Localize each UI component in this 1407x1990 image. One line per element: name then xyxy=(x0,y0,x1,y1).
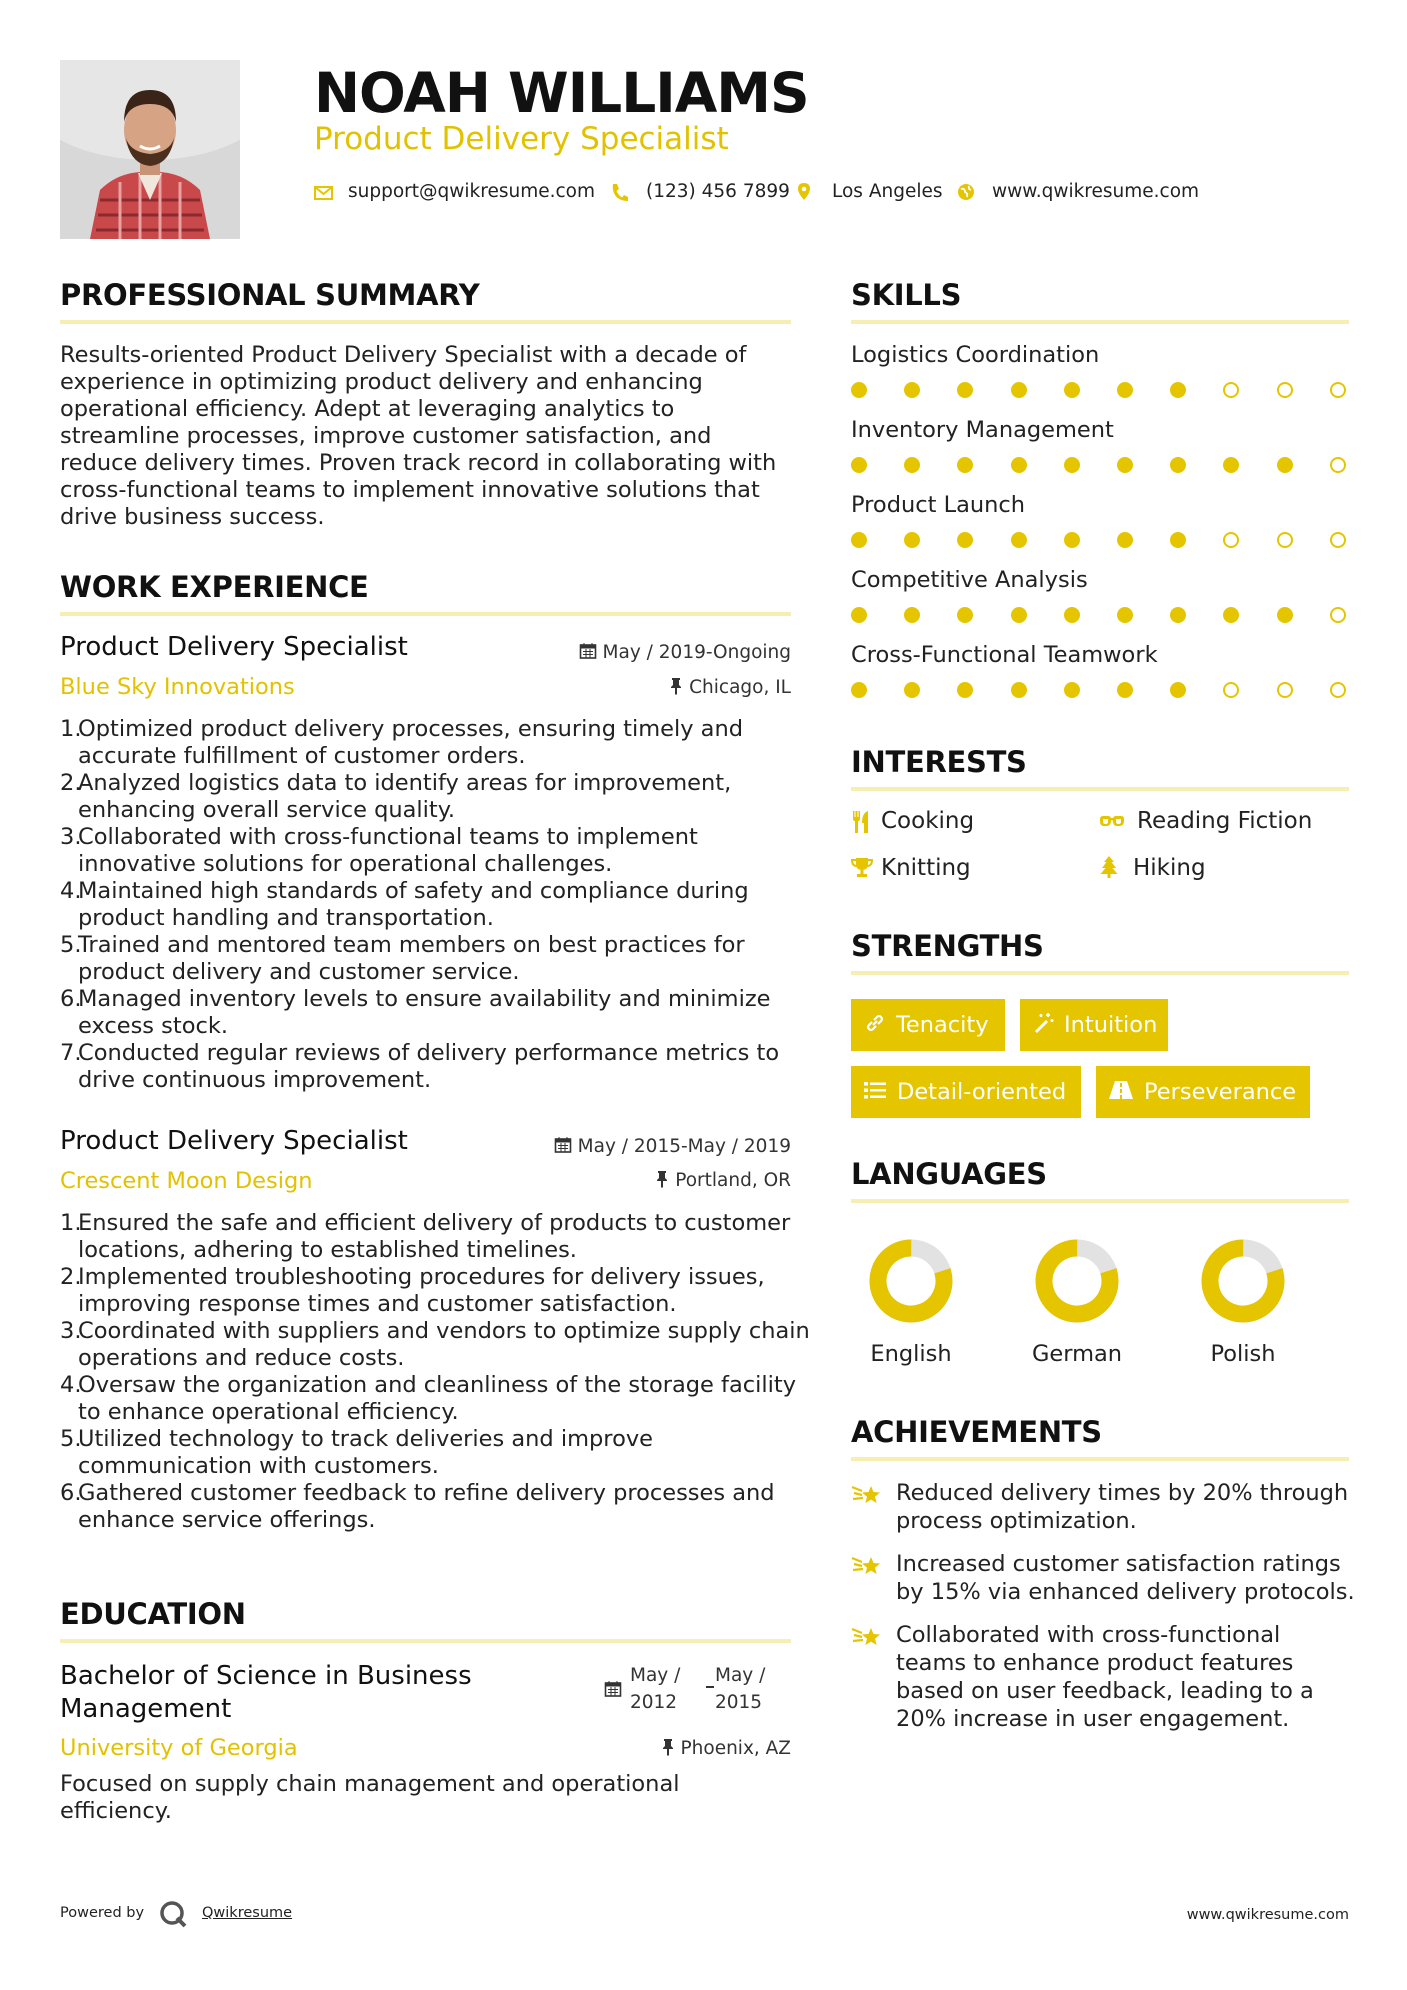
qwikresume-link[interactable]: Qwikresume xyxy=(202,1905,293,1921)
rating-dot-filled xyxy=(904,607,920,623)
language-name: Polish xyxy=(1210,1341,1276,1367)
language-ring xyxy=(867,1237,955,1325)
achievements-divider xyxy=(851,1457,1349,1461)
skill-name: Logistics Coordination xyxy=(851,342,1100,368)
list-item: Gathered customer feedback to refine delivery processes and enhance service offerings. xyxy=(78,1480,775,1533)
list-item: Coordinated with suppliers and vendors to optimize supply chain operations and reduce costs. xyxy=(78,1318,810,1371)
interest-item: Knitting xyxy=(881,855,971,881)
achievement-item: Collaborated with cross-functional teams to enhance product features based on user feedback, leading to a 20% increase in user engagement. xyxy=(896,1622,1314,1732)
achievements-heading: ACHIEVEMENTS xyxy=(851,1415,1102,1449)
experience-divider xyxy=(60,612,791,616)
job-dates-text: May / 2019-Ongoing xyxy=(602,642,791,663)
rating-dot-filled xyxy=(1064,382,1080,398)
education-location-text: Phoenix, AZ xyxy=(680,1738,791,1759)
rating-dot-filled xyxy=(851,532,867,548)
skills-heading: SKILLS xyxy=(851,278,962,312)
language-ring xyxy=(1199,1237,1287,1325)
skill-rating xyxy=(851,607,1349,623)
calendar-icon xyxy=(604,1680,622,1702)
candidate-name: NOAH WILLIAMS xyxy=(314,61,809,125)
skills-divider xyxy=(851,320,1349,324)
job-location-text: Chicago, IL xyxy=(689,677,791,698)
rating-dot-filled xyxy=(851,607,867,623)
job-title: Product Delivery Specialist xyxy=(60,632,408,662)
education-start-month: May / xyxy=(630,1665,681,1686)
strengths-heading: STRENGTHS xyxy=(851,929,1044,963)
powered-by-label: Powered by xyxy=(60,1905,145,1921)
job-dates xyxy=(579,642,791,663)
rating-dot-filled xyxy=(1117,682,1133,698)
language-ring xyxy=(1033,1237,1121,1325)
rating-dot-filled xyxy=(1064,607,1080,623)
strength-label: Intuition xyxy=(1064,1012,1158,1038)
skill-rating xyxy=(851,382,1349,398)
skill-name: Product Launch xyxy=(851,492,1026,518)
skill-name: Inventory Management xyxy=(851,417,1114,443)
rating-dot-filled xyxy=(1170,382,1186,398)
profile-photo xyxy=(60,60,240,239)
rating-dot-filled xyxy=(1011,682,1027,698)
rating-dot-empty xyxy=(1277,682,1293,698)
rating-dot-filled xyxy=(1223,457,1239,473)
rating-dot-filled xyxy=(1011,457,1027,473)
rating-dot-filled xyxy=(904,457,920,473)
rating-dot-empty xyxy=(1330,457,1346,473)
rating-dot-filled xyxy=(957,682,973,698)
skill-rating xyxy=(851,682,1349,698)
location-pin-icon xyxy=(796,180,818,204)
rating-dot-filled xyxy=(1223,607,1239,623)
shooting-star-icon xyxy=(851,1553,883,1585)
rating-dot-empty xyxy=(1223,532,1239,548)
strengths-divider xyxy=(851,971,1349,975)
contact-location: Los Angeles xyxy=(832,181,943,202)
list-item: Utilized technology to track deliveries and improve communication with customers. xyxy=(78,1426,653,1479)
rating-dot-filled xyxy=(1170,457,1186,473)
rating-dot-empty xyxy=(1223,382,1239,398)
achievement-item: Reduced delivery times by 20% through process optimization. xyxy=(896,1480,1349,1534)
rating-dot-filled xyxy=(1170,682,1186,698)
calendar-icon xyxy=(554,1136,572,1154)
qwikresume-logo-icon xyxy=(158,1899,188,1933)
language-name: German xyxy=(1031,1341,1123,1367)
list-item: Managed inventory levels to ensure availability and minimize excess stock. xyxy=(78,986,771,1039)
interest-item: Hiking xyxy=(1133,855,1206,881)
list-item: Implemented troubleshooting procedures for delivery issues, improving response times and customer satisfaction. xyxy=(78,1264,765,1317)
skill-rating xyxy=(851,532,1349,548)
list-item: Ensured the safe and efficient delivery of products to customer locations, adhering to established timelines. xyxy=(78,1210,791,1263)
magic-wand-icon xyxy=(1032,1012,1054,1034)
rating-dot-empty xyxy=(1330,682,1346,698)
list-item: Analyzed logistics data to identify areas for improvement, enhancing overall service quality. xyxy=(78,770,732,823)
footer-website[interactable]: www.qwikresume.com xyxy=(1186,1907,1349,1923)
skill-name: Cross-Functional Teamwork xyxy=(851,642,1158,668)
rating-dot-filled xyxy=(1117,382,1133,398)
rating-dot-filled xyxy=(851,382,867,398)
rating-dot-filled xyxy=(1117,457,1133,473)
job-bullets xyxy=(60,716,798,1094)
strength-label: Perseverance xyxy=(1144,1079,1297,1105)
job-bullets xyxy=(60,1210,813,1534)
experience-heading: WORK EXPERIENCE xyxy=(60,570,369,604)
rating-dot-empty xyxy=(1223,682,1239,698)
job-dates-text: May / 2015-May / 2019 xyxy=(577,1136,791,1157)
list-item: Oversaw the organization and cleanliness of the storage facility to enhance operational efficiency. xyxy=(78,1372,797,1425)
rating-dot-filled xyxy=(1277,457,1293,473)
summary-divider xyxy=(60,320,791,324)
education-end xyxy=(715,1662,765,1716)
rating-dot-filled xyxy=(957,457,973,473)
job-location xyxy=(655,1170,791,1191)
pushpin-icon xyxy=(669,677,683,695)
rating-dot-empty xyxy=(1330,607,1346,623)
degree-line-2: Management xyxy=(60,1694,232,1724)
candidate-title: Product Delivery Specialist xyxy=(314,121,729,157)
contact-phone[interactable]: (123) 456 7899 xyxy=(646,181,790,202)
job-location-text: Portland, OR xyxy=(675,1170,791,1191)
rating-dot-filled xyxy=(904,682,920,698)
education-description: Focused on supply chain management and operational efficiency. xyxy=(60,1771,680,1824)
languages-heading: LANGUAGES xyxy=(851,1157,1047,1191)
rating-dot-empty xyxy=(1277,532,1293,548)
rating-dot-filled xyxy=(1170,607,1186,623)
education-divider xyxy=(60,1639,791,1643)
list-item: Conducted regular reviews of delivery performance metrics to drive continuous improvement. xyxy=(78,1040,780,1093)
rating-dot-filled xyxy=(1011,532,1027,548)
list-icon xyxy=(863,1080,887,1100)
avatar xyxy=(60,60,240,239)
list-item: Optimized product delivery processes, ensuring timely and accurate fulfillment of customer orders. xyxy=(78,716,744,769)
rating-dot-filled xyxy=(851,682,867,698)
strength-badge xyxy=(1096,1066,1310,1118)
calendar-icon xyxy=(579,642,597,660)
rating-dot-filled xyxy=(1277,607,1293,623)
languages-divider xyxy=(851,1199,1349,1203)
rating-dot-filled xyxy=(1170,532,1186,548)
rating-dot-filled xyxy=(851,457,867,473)
contact-email[interactable]: support@qwikresume.com xyxy=(348,181,595,202)
tree-icon xyxy=(1099,855,1119,883)
rating-dot-filled xyxy=(1117,532,1133,548)
interests-heading: INTERESTS xyxy=(851,745,1027,779)
strength-badge xyxy=(1020,999,1168,1051)
rating-dot-empty xyxy=(1330,532,1346,548)
education-heading: EDUCATION xyxy=(60,1597,246,1631)
list-item: Trained and mentored team members on best practices for product delivery and customer service. xyxy=(78,932,745,985)
summary-heading: PROFESSIONAL SUMMARY xyxy=(60,278,480,312)
rating-dot-filled xyxy=(1011,607,1027,623)
education-start-year: 2012 xyxy=(630,1692,678,1713)
shooting-star-icon xyxy=(851,1482,883,1514)
education-end-month: May / xyxy=(715,1665,766,1686)
interest-item: Cooking xyxy=(881,808,975,834)
interest-item: Reading Fiction xyxy=(1137,808,1313,834)
rating-dot-filled xyxy=(904,532,920,548)
summary-text: Results-oriented Product Delivery Specialist with a decade of experience in optimizing product delivery and enhancing operational efficiency. Adept at leveraging analytics to streamline processes, improve customer satisfaction, and reduce delivery times. Proven track record in collaborating with cross-functional teams to implement innovative solutions that drive business success. xyxy=(60,342,777,530)
degree-line-1: Bachelor of Science in Business xyxy=(60,1661,472,1691)
cutlery-icon xyxy=(851,810,871,838)
contact-website[interactable]: www.qwikresume.com xyxy=(992,181,1200,202)
job-company: Crescent Moon Design xyxy=(60,1168,313,1194)
rating-dot-filled xyxy=(1064,682,1080,698)
strength-label: Tenacity xyxy=(896,1012,989,1038)
strength-badge xyxy=(851,1066,1081,1118)
education-start xyxy=(630,1662,680,1716)
glasses-icon xyxy=(1099,813,1125,835)
phone-icon xyxy=(610,180,632,204)
pushpin-icon xyxy=(661,1738,675,1756)
education-location xyxy=(661,1738,792,1759)
date-range-dash xyxy=(706,1686,714,1688)
rating-dot-filled xyxy=(1117,607,1133,623)
list-item: Collaborated with cross-functional teams to implement innovative solutions for operational challenges. xyxy=(78,824,698,877)
link-icon xyxy=(864,1012,886,1034)
rating-dot-empty xyxy=(1277,382,1293,398)
rating-dot-filled xyxy=(957,532,973,548)
email-icon xyxy=(314,180,336,204)
road-icon xyxy=(1108,1080,1134,1100)
achievement-item: Increased customer satisfaction ratings by 15% via enhanced delivery protocols. xyxy=(896,1551,1355,1605)
rating-dot-filled xyxy=(957,607,973,623)
interests-divider xyxy=(851,787,1349,791)
degree-title xyxy=(60,1660,472,1726)
education-end-year: 2015 xyxy=(715,1692,763,1713)
language-name: English xyxy=(870,1341,952,1367)
rating-dot-filled xyxy=(1064,532,1080,548)
pushpin-icon xyxy=(655,1170,669,1188)
skill-rating xyxy=(851,457,1349,473)
rating-dot-empty xyxy=(1330,382,1346,398)
shooting-star-icon xyxy=(851,1624,883,1656)
strength-label: Detail-oriented xyxy=(897,1079,1067,1105)
job-location xyxy=(669,677,791,698)
skill-name: Competitive Analysis xyxy=(851,567,1088,593)
rating-dot-filled xyxy=(957,382,973,398)
school-name: University of Georgia xyxy=(60,1735,298,1761)
rating-dot-filled xyxy=(1064,457,1080,473)
job-title: Product Delivery Specialist xyxy=(60,1126,408,1156)
globe-icon xyxy=(956,180,978,204)
rating-dot-filled xyxy=(904,382,920,398)
rating-dot-filled xyxy=(1011,382,1027,398)
trophy-icon xyxy=(851,857,873,883)
strength-badge xyxy=(851,999,1005,1051)
list-item: Maintained high standards of safety and compliance during product handling and transportation. xyxy=(78,878,749,931)
job-dates xyxy=(554,1136,791,1157)
job-company: Blue Sky Innovations xyxy=(60,674,295,700)
